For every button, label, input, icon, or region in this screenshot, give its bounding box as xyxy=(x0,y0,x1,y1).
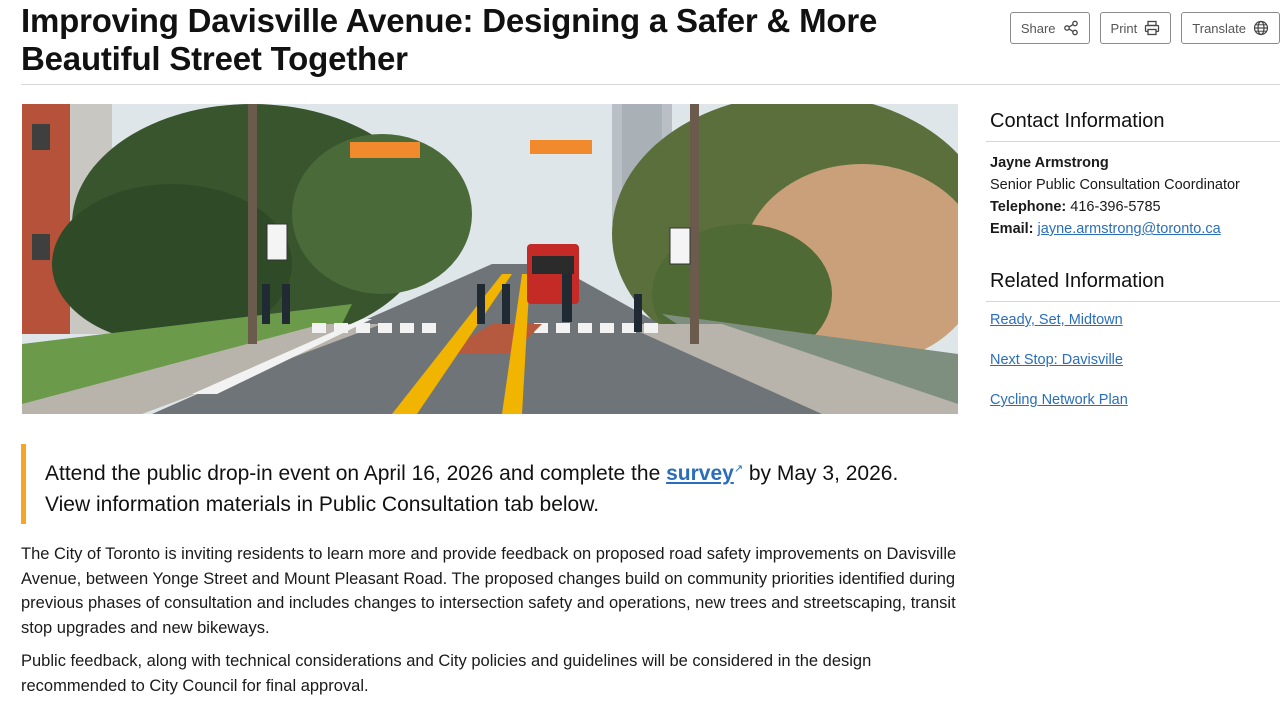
external-link-icon: ↗ xyxy=(733,463,744,475)
sidebar xyxy=(986,110,1280,432)
translate-button-label: Translate xyxy=(1192,20,1246,36)
callout-line-1 xyxy=(45,454,958,489)
related-item xyxy=(990,392,1280,432)
contact-telephone xyxy=(990,196,1280,218)
hero-image xyxy=(22,104,958,414)
contact-card xyxy=(986,142,1280,240)
print-button-label: Print xyxy=(1110,20,1138,36)
email-link[interactable]: jayne.armstrong@toronto.ca xyxy=(1037,221,1221,237)
globe-icon xyxy=(1253,20,1269,36)
related-link-ready-set-midtown[interactable]: Ready, Set, Midtown xyxy=(990,312,1123,328)
telephone-number: 416-396-5785 xyxy=(1070,199,1161,215)
related-item xyxy=(990,312,1280,352)
email-label: Email: xyxy=(990,221,1034,237)
page-title: Improving Davisville Avenue: Designing a Safer & More Beautiful Street Together xyxy=(21,2,878,77)
callout-text-after: by May 3, 2026. xyxy=(743,462,899,485)
related-link-cycling-network-plan[interactable]: Cycling Network Plan xyxy=(990,392,1128,408)
related-heading: Related Information xyxy=(986,270,1280,302)
feedback-paragraph: Public feedback, along with technical considerations and City policies and guidelines will be considered in the design recommended to City Council for final approval. xyxy=(21,652,872,695)
contact-heading: Contact Information xyxy=(986,110,1280,142)
print-button[interactable] xyxy=(1100,12,1172,44)
intro-paragraph: The City of Toronto is inviting residents to learn more and provide feedback on proposed road safety improvements on Davisville Avenue, between Yonge Street and Mount Pleasant Road. The proposed changes build on community priorities identified during previous phases of consultation and includes changes to intersection safety and operations, new trees and streetscaping, transit stop upgrades and new bikeways. xyxy=(21,545,957,637)
contact-name: Jayne Armstrong xyxy=(990,155,1109,171)
header-actions xyxy=(1010,12,1280,44)
callout-line-2: View information materials in Public Consultation tab below. xyxy=(45,493,600,516)
header-divider xyxy=(21,84,1280,85)
translate-button[interactable] xyxy=(1181,12,1280,44)
share-button[interactable] xyxy=(1010,12,1090,44)
related-item xyxy=(990,352,1280,392)
event-callout xyxy=(21,444,958,524)
contact-role: Senior Public Consultation Coordinator xyxy=(990,177,1240,193)
callout-text-before: Attend the public drop-in event on April 16, 2026 and complete the xyxy=(45,462,667,485)
contact-email xyxy=(990,218,1280,240)
street-rendering xyxy=(22,104,958,414)
share-icon xyxy=(1063,20,1079,36)
printer-icon xyxy=(1144,20,1160,36)
survey-link[interactable]: survey xyxy=(666,462,734,485)
telephone-label: Telephone: xyxy=(990,199,1067,215)
related-link-next-stop-davisville[interactable]: Next Stop: Davisville xyxy=(990,352,1123,368)
share-button-label: Share xyxy=(1020,20,1056,36)
related-links xyxy=(986,302,1280,432)
